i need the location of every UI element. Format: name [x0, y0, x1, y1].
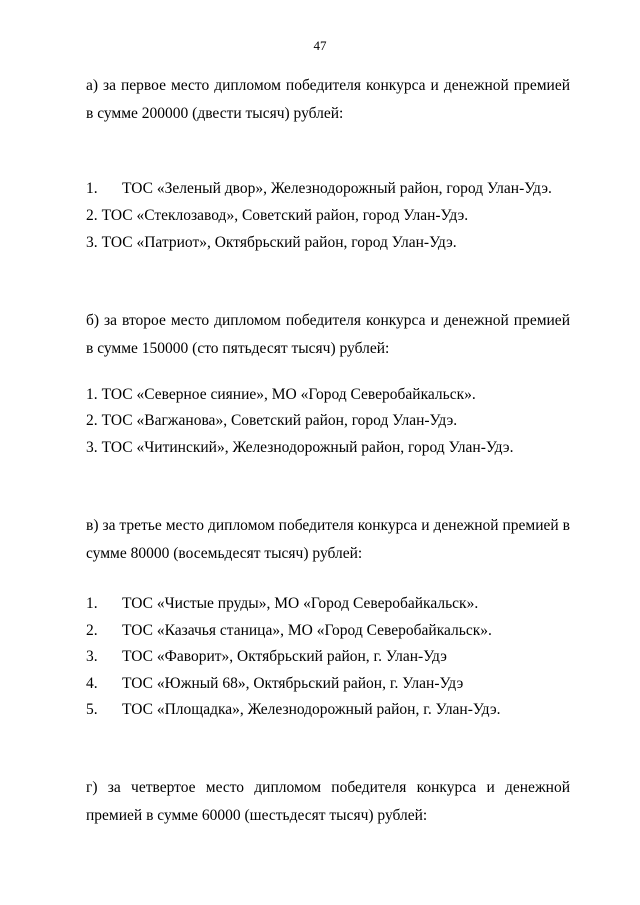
list-item-number: 3.: [86, 234, 98, 251]
section-b-heading: б) за второе место дипломом победителя конкурса и денежной премией в сумме 150000 (сто пятьдесят тысяч) рублей:: [86, 312, 570, 357]
list-item-number: 2.: [86, 622, 98, 639]
list-item-text: ТОС «Площадка», Железнодорожный район, г. Улан-Удэ.: [122, 701, 501, 718]
list-item-text: ТОС «Чистые пруды», МО «Город Северобайкальск».: [122, 595, 479, 612]
list-item-number: 1.: [86, 386, 98, 403]
list-item-number: 2.: [86, 207, 98, 224]
list-item-number: 3.: [86, 439, 98, 456]
list-item-text: ТОС «Стеклозавод», Советский район, город Улан-Удэ.: [101, 207, 469, 224]
list-item: [86, 179, 552, 199]
list-item-number: 1.: [86, 180, 98, 197]
list-item-text: ТОС «Вагжанова», Советский район, город Улан-Удэ.: [101, 412, 458, 429]
list-item: [86, 438, 513, 458]
list-item: [86, 621, 492, 641]
list-item: [86, 206, 468, 226]
section-a-heading: а) за первое место дипломом победителя конкурса и денежной премией в сумме 200000 (двести тысяч) рублей:: [86, 77, 570, 122]
list-item-number: 1.: [86, 595, 98, 612]
list-item-text: ТОС «Читинский», Железнодорожный район, город Улан-Удэ.: [101, 439, 514, 456]
list-item: [86, 674, 463, 694]
list-item-number: 4.: [86, 675, 98, 692]
list-item-number: 2.: [86, 412, 98, 429]
list-item-text: ТОС «Казачья станица», МО «Город Северобайкальск».: [122, 622, 492, 639]
list-item: [86, 700, 501, 720]
list-item: [86, 594, 478, 614]
list-item: [86, 647, 447, 667]
list-item-number: 5.: [86, 701, 98, 718]
page-number: 47: [313, 38, 327, 53]
section-d-heading: г) за четвертое место дипломом победителя конкурса и денежной премией в сумме 60000 (шестьдесят тысяч) рублей:: [86, 779, 570, 824]
list-item: [86, 411, 457, 431]
section-c-heading: в) за третье место дипломом победителя конкурса и денежной премией в сумме 80000 (восемьдесят тысяч) рублей:: [86, 517, 570, 562]
list-item-text: ТОС «Южный 68», Октябрьский район, г. Улан-Удэ: [122, 675, 464, 692]
list-item-text: ТОС «Северное сияние», МО «Город Северобайкальск».: [101, 386, 476, 403]
list-item-text: ТОС «Фаворит», Октябрьский район, г. Улан-Удэ: [122, 648, 447, 665]
list-item-text: ТОС «Патриот», Октябрьский район, город Улан-Удэ.: [101, 234, 457, 251]
list-item: [86, 385, 476, 405]
list-item-text: ТОС «Зеленый двор», Железнодорожный район, город Улан-Удэ.: [122, 180, 552, 197]
list-item: [86, 233, 457, 253]
list-item-number: 3.: [86, 648, 98, 665]
